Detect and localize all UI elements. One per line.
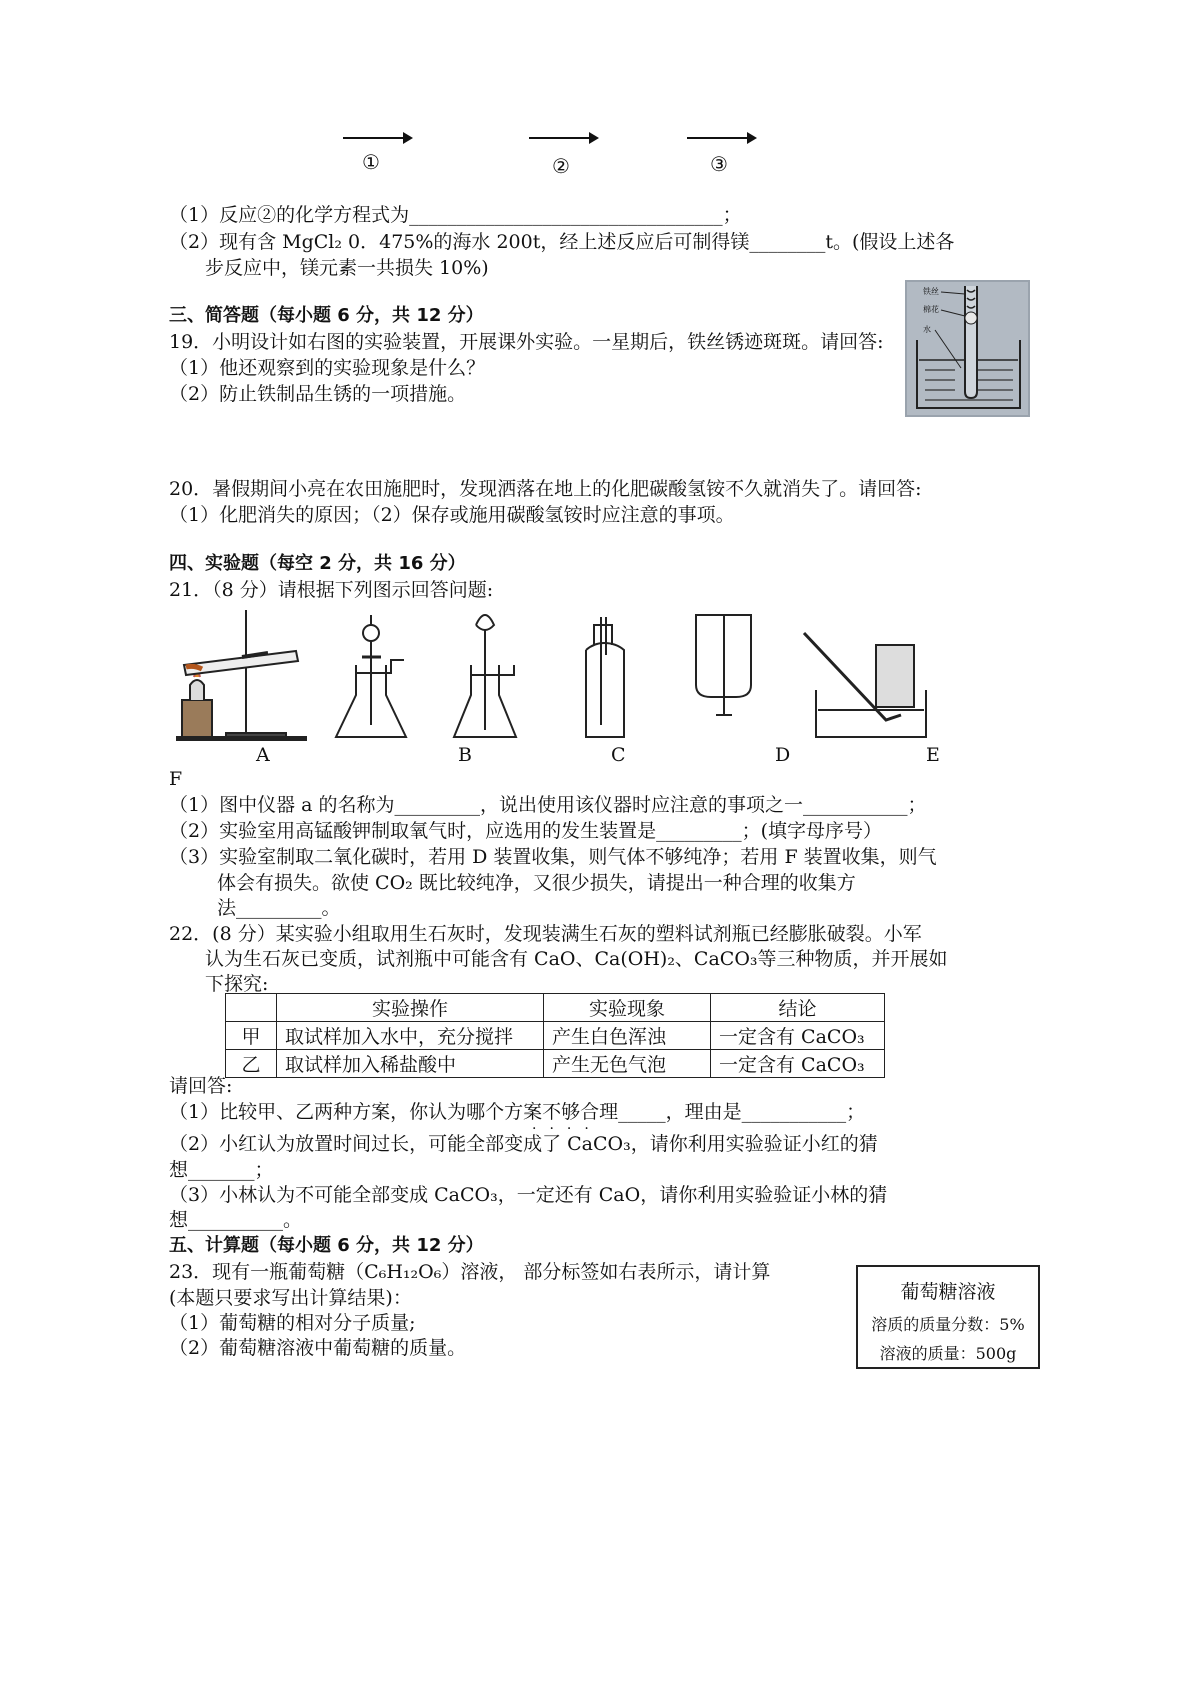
apparatus-label-a: A — [256, 744, 270, 766]
table-header-cell: 实验操作 — [277, 994, 544, 1022]
q22-stem-line2: 认为生石灰已变质，试剂瓶中可能含有 CaO、Ca(OH)₂、CaCO₃等三种物质，并开展如 — [205, 948, 948, 970]
q19-sub1: （1）他还观察到的实验现象是什么？ — [169, 357, 486, 379]
reaction-arrow-2 — [529, 137, 597, 139]
apparatus-label-d: D — [775, 744, 791, 766]
q18-sub1: （1）反应②的化学方程式为_________________________________； — [169, 204, 742, 226]
q19-sub2: （2）防止铁制品生锈的一项措施。 — [169, 383, 467, 405]
table-cell: 甲 — [226, 1022, 277, 1050]
apparatus-f — [804, 633, 926, 737]
table-cell: 一定含有 CaCO₃ — [711, 1050, 885, 1078]
q20-stem: 20．暑假期间小亮在农田施肥时，发现洒落在地上的化肥碳酸氢铵不久就消失了。请回答: — [169, 478, 922, 500]
table-cell: 取试样加入稀盐酸中 — [277, 1050, 544, 1078]
q23-stem: 23．现有一瓶葡萄糖（C₆H₁₂O₆）溶液， 部分标签如右表所示，请计算 — [169, 1261, 771, 1283]
q18-sub2-cont: 步反应中，镁元素一共损失 10%) — [205, 257, 489, 279]
q22-sub1: （1）比较甲、乙两种方案，你认为哪个方案不够合理_____，理由是___________； — [169, 1101, 866, 1123]
q21-sub3-line2: 体会有损失。欲使 CO₂ 既比较纯净，又很少损失，请提出一种合理的收集方 — [217, 872, 856, 894]
table-header-cell: 实验现象 — [544, 994, 711, 1022]
iron-rust-apparatus-figure — [905, 280, 1030, 417]
q23-sub2: （2）葡萄糖溶液中葡萄糖的质量。 — [169, 1337, 467, 1359]
table-cell: 取试样加入水中，充分搅拌 — [277, 1022, 544, 1050]
label-title: 葡萄糖溶液 — [900, 1281, 996, 1303]
section-4-title: 四、实验题（每空 2 分，共 16 分） — [169, 553, 466, 574]
table-header-cell — [226, 994, 277, 1022]
table-cell: 乙 — [226, 1050, 277, 1078]
apparatus-b — [336, 615, 406, 737]
q21-sub2: （2）实验室用高锰酸钾制取氧气时，应选用的发生装置是_________；(填字母序号） — [169, 820, 883, 842]
reaction-arrow-3 — [687, 137, 755, 139]
q22-sub3-line1: （3）小林认为不可能全部变成 CaCO₃，一定还有 CaO，请你利用实验验证小林的猜 — [169, 1184, 888, 1206]
apparatus-d — [586, 617, 624, 737]
table-row — [226, 1050, 885, 1078]
apparatus-label-b: B — [458, 744, 472, 766]
q21-sub3-line1: （3）实验室制取二氧化碳时，若用 D 装置收集，则气体不够纯净；若用 F 装置收集，则气 — [169, 846, 937, 868]
section-3-title: 三、简答题（每小题 6 分，共 12 分） — [169, 305, 484, 326]
section-5-title: 五、计算题（每小题 6 分，共 12 分） — [169, 1235, 484, 1256]
q21-stem: 21．（8 分）请根据下列图示回答问题: — [169, 579, 494, 601]
q20-subs: （1）化肥消失的原因；（2）保存或施用碳酸氢铵时应注意的事项。 — [169, 504, 735, 526]
q22-prompt: 请回答: — [169, 1075, 233, 1097]
q22-stem-line1: 22．(8 分）某实验小组取用生石灰时，发现装满生石灰的塑料试剂瓶已经膨胀破裂。小军 — [169, 923, 922, 945]
q18-sub2: （2）现有含 MgCl₂ 0．475%的海水 200t，经上述反应后可制得镁________t。(假设上述各 — [169, 231, 955, 253]
table-header-cell: 结论 — [711, 994, 885, 1022]
table-cell: 产生白色浑浊 — [544, 1022, 711, 1050]
apparatus-label-c: C — [611, 744, 626, 766]
label-solution-mass: 溶液的质量：500g — [879, 1344, 1017, 1363]
reaction-label-2: ② — [552, 154, 570, 178]
fig-label-iron-wire: 铁丝 — [923, 287, 939, 296]
apparatus-row-figure — [176, 605, 936, 745]
emphasis-dots: ·​·​·​· — [532, 1121, 602, 1137]
fig-label-water: 水 — [923, 325, 931, 334]
q22-stem-line3: 下探究: — [205, 973, 269, 995]
label-mass-fraction: 溶质的质量分数：5% — [871, 1315, 1025, 1334]
glucose-label-box — [856, 1265, 1040, 1369]
apparatus-c — [454, 615, 516, 737]
reaction-label-1: ① — [362, 150, 380, 174]
q23-note: (本题只要求写出计算结果)： — [169, 1287, 412, 1309]
apparatus-a — [176, 610, 306, 740]
q21-sub1: （1）图中仪器 a 的名称为_________，说出使用该仪器时应注意的事项之一___________； — [169, 794, 927, 816]
reaction-arrow-1 — [343, 137, 411, 139]
q22-sub3-line2: 想__________。 — [169, 1209, 303, 1231]
apparatus-label-e: E — [926, 744, 940, 766]
apparatus-label-f: F — [169, 768, 183, 790]
q19-stem: 19．小明设计如右图的实验装置，开展课外实验。一星期后，铁丝锈迹斑斑。请回答: — [169, 331, 884, 353]
q21-sub3-line3: 法_________。 — [217, 897, 341, 919]
apparatus-e — [696, 615, 751, 715]
q22-sub2-line2: 想_______； — [169, 1159, 274, 1181]
table-cell: 一定含有 CaCO₃ — [711, 1022, 885, 1050]
q22-sub2-line1: （2）小红认为放置时间过长，可能全部变成了 CaCO₃，请你利用实验验证小红的猜 — [169, 1133, 878, 1155]
table-cell: 产生无色气泡 — [544, 1050, 711, 1078]
experiment-table — [225, 993, 885, 1078]
q23-sub1: （1）葡萄糖的相对分子质量; — [169, 1312, 416, 1334]
fig-label-cotton: 棉花 — [923, 305, 939, 314]
table-row — [226, 1022, 885, 1050]
table-header-row — [226, 994, 885, 1022]
reaction-label-3: ③ — [710, 152, 728, 176]
